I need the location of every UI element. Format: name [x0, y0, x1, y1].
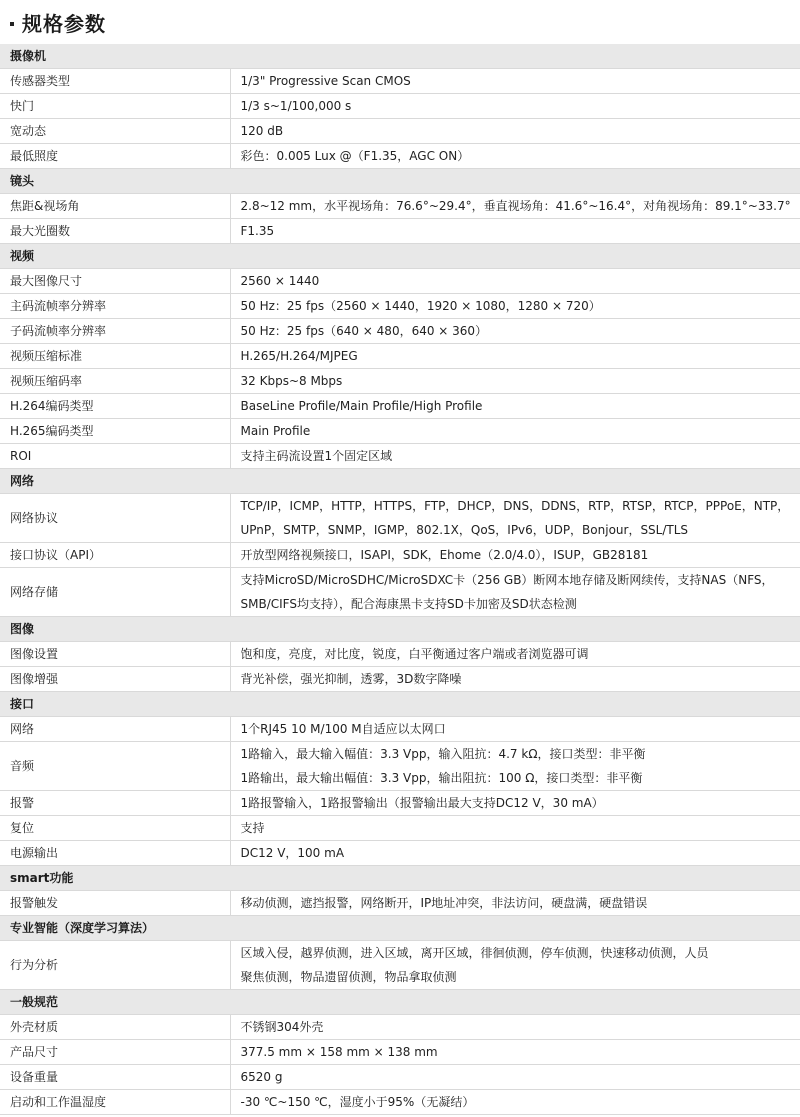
spec-label: 焦距&视场角	[0, 194, 230, 219]
spec-label: 网络存储	[0, 568, 230, 617]
section-title: 视频	[0, 244, 800, 269]
spec-value	[230, 742, 800, 791]
section-header-row	[0, 469, 800, 494]
spec-value	[230, 568, 800, 617]
section-header-row	[0, 617, 800, 642]
spec-label: 接口协议（API）	[0, 543, 230, 568]
spec-row	[0, 319, 800, 344]
spec-value-line: F1.35	[240, 224, 275, 238]
section-title: 图像	[0, 617, 800, 642]
spec-value	[230, 941, 800, 990]
spec-row	[0, 369, 800, 394]
spec-label: 子码流帧率分辨率	[0, 319, 230, 344]
spec-value	[230, 791, 800, 816]
section-title: smart功能	[0, 866, 800, 891]
spec-value-line: SMB/CIFS均支持），配合海康黑卡支持SD卡加密及SD状态检测	[240, 597, 577, 611]
spec-row	[0, 941, 800, 990]
spec-label: 报警触发	[0, 891, 230, 916]
spec-value	[230, 642, 800, 667]
spec-value-line: 区域入侵，越界侦测，进入区域，离开区域，徘徊侦测，停车侦测，快速移动侦测，人员	[240, 946, 709, 960]
spec-value-line: 6520 g	[240, 1070, 283, 1084]
spec-row	[0, 667, 800, 692]
spec-row	[0, 344, 800, 369]
section-header-row	[0, 244, 800, 269]
spec-row	[0, 294, 800, 319]
spec-row	[0, 1015, 800, 1040]
spec-row	[0, 841, 800, 866]
section-header-row	[0, 990, 800, 1015]
spec-value-line: H.265/H.264/MJPEG	[240, 349, 358, 363]
spec-value-line: 聚焦侦测，物品遗留侦测，物品拿取侦测	[240, 970, 457, 984]
spec-value-line: Main Profile	[240, 424, 311, 438]
spec-label: H.265编码类型	[0, 419, 230, 444]
spec-value	[230, 344, 800, 369]
spec-value-line: 背光补偿，强光抑制，透雾，3D数字降噪	[240, 672, 462, 686]
spec-value	[230, 1090, 800, 1115]
spec-value	[230, 269, 800, 294]
spec-row	[0, 1065, 800, 1090]
page-header	[0, 0, 800, 44]
spec-value	[230, 444, 800, 469]
spec-row	[0, 419, 800, 444]
spec-row	[0, 194, 800, 219]
spec-value	[230, 717, 800, 742]
spec-label: 视频压缩码率	[0, 369, 230, 394]
spec-value	[230, 419, 800, 444]
spec-row	[0, 742, 800, 791]
spec-value-line: 1/3" Progressive Scan CMOS	[240, 74, 411, 88]
spec-row	[0, 791, 800, 816]
spec-row	[0, 69, 800, 94]
spec-value-line: TCP/IP，ICMP，HTTP，HTTPS，FTP，DHCP，DNS，DDNS，RTP，RTSP，RTCP，PPPoE，NTP，	[240, 499, 790, 513]
spec-value	[230, 119, 800, 144]
section-header-row	[0, 692, 800, 717]
spec-value-line: 1路输出，最大输出幅值：3.3 Vpp，输出阻抗：100 Ω，接口类型：非平衡	[240, 771, 643, 785]
spec-value	[230, 1015, 800, 1040]
spec-row	[0, 1040, 800, 1065]
spec-row	[0, 1090, 800, 1115]
spec-value-line: 移动侦测，遮挡报警，网络断开，IP地址冲突，非法访问，硬盘满，硬盘错误	[240, 896, 648, 910]
spec-label: H.264编码类型	[0, 394, 230, 419]
spec-value	[230, 194, 800, 219]
section-title: 镜头	[0, 169, 800, 194]
spec-label: 产品尺寸	[0, 1040, 230, 1065]
spec-row	[0, 543, 800, 568]
spec-row	[0, 219, 800, 244]
spec-row	[0, 891, 800, 916]
spec-label: 音频	[0, 742, 230, 791]
spec-value	[230, 667, 800, 692]
spec-label: 主码流帧率分辨率	[0, 294, 230, 319]
section-title: 专业智能（深度学习算法）	[0, 916, 800, 941]
section-title: 一般规范	[0, 990, 800, 1015]
spec-label: 最大图像尺寸	[0, 269, 230, 294]
spec-value-line: 1路输入，最大输入幅值：3.3 Vpp，输入阻抗：4.7 kΩ，接口类型：非平衡	[240, 747, 646, 761]
spec-row	[0, 394, 800, 419]
spec-label: 复位	[0, 816, 230, 841]
spec-label: ROI	[0, 444, 230, 469]
section-header-row	[0, 866, 800, 891]
spec-value-line: 彩色：0.005 Lux @（F1.35，AGC ON）	[240, 149, 470, 163]
spec-row	[0, 816, 800, 841]
spec-value-line: 1路报警输入，1路报警输出（报警输出最大支持DC12 V，30 mA）	[240, 796, 604, 810]
spec-table	[0, 44, 800, 1115]
section-header-row	[0, 916, 800, 941]
spec-value-line: UPnP，SMTP，SNMP，IGMP，802.1X，QoS，IPv6，UDP，Bonjour，SSL/TLS	[240, 523, 689, 537]
spec-row	[0, 119, 800, 144]
spec-value-line: 不锈钢304外壳	[240, 1020, 324, 1034]
spec-label: 行为分析	[0, 941, 230, 990]
spec-value-line: 开放型网络视频接口，ISAPI，SDK，Ehome（2.0/4.0），ISUP，GB28181	[240, 548, 649, 562]
spec-value-line: 2560 × 1440	[240, 274, 320, 288]
spec-label: 启动和工作温湿度	[0, 1090, 230, 1115]
spec-label: 设备重量	[0, 1065, 230, 1090]
spec-value-line: BaseLine Profile/Main Profile/High Profile	[240, 399, 483, 413]
spec-label: 图像设置	[0, 642, 230, 667]
spec-value	[230, 294, 800, 319]
spec-row	[0, 642, 800, 667]
spec-value-line: 50 Hz：25 fps（2560 × 1440，1920 × 1080，1280 × 720）	[240, 299, 601, 313]
section-title: 接口	[0, 692, 800, 717]
section-title: 摄像机	[0, 44, 800, 69]
spec-value	[230, 494, 800, 543]
spec-label: 外壳材质	[0, 1015, 230, 1040]
spec-value-line: 32 Kbps~8 Mbps	[240, 374, 343, 388]
spec-label: 最大光圈数	[0, 219, 230, 244]
spec-row	[0, 94, 800, 119]
spec-label: 网络	[0, 717, 230, 742]
spec-row	[0, 269, 800, 294]
spec-label: 传感器类型	[0, 69, 230, 94]
spec-row	[0, 444, 800, 469]
spec-row	[0, 717, 800, 742]
spec-row	[0, 144, 800, 169]
spec-label: 最低照度	[0, 144, 230, 169]
spec-value	[230, 319, 800, 344]
section-header-row	[0, 44, 800, 69]
spec-value	[230, 219, 800, 244]
section-title: 网络	[0, 469, 800, 494]
spec-label: 图像增强	[0, 667, 230, 692]
spec-value-line: 支持	[240, 821, 265, 835]
spec-value-line: 支持MicroSD/MicroSDHC/MicroSDXC卡（256 GB）断网本地存储及断网续传，支持NAS（NFS，	[240, 573, 774, 587]
spec-value-line: 饱和度，亮度，对比度，锐度，白平衡通过客户端或者浏览器可调	[240, 647, 589, 661]
spec-value	[230, 144, 800, 169]
spec-row	[0, 494, 800, 543]
spec-value-line: -30 ℃~150 ℃，湿度小于95%（无凝结）	[240, 1095, 475, 1109]
spec-label: 网络协议	[0, 494, 230, 543]
spec-value	[230, 816, 800, 841]
spec-value	[230, 1040, 800, 1065]
spec-value	[230, 369, 800, 394]
spec-value	[230, 841, 800, 866]
spec-label: 宽动态	[0, 119, 230, 144]
spec-value-line: 1个RJ45 10 M/100 M自适应以太网口	[240, 722, 446, 736]
spec-value	[230, 891, 800, 916]
spec-value-line: 2.8~12 mm，水平视场角：76.6°~29.4°，垂直视场角：41.6°~16.4°，对角视场角：89.1°~33.7°	[240, 199, 791, 213]
spec-value	[230, 94, 800, 119]
spec-label: 快门	[0, 94, 230, 119]
spec-value	[230, 1065, 800, 1090]
spec-value-line: 支持主码流设置1个固定区域	[240, 449, 393, 463]
spec-value-line: 1/3 s~1/100,000 s	[240, 99, 352, 113]
spec-value	[230, 394, 800, 419]
spec-label: 电源输出	[0, 841, 230, 866]
page-title: 规格参数	[22, 11, 106, 36]
spec-value	[230, 69, 800, 94]
spec-value	[230, 543, 800, 568]
spec-value-line: 50 Hz：25 fps（640 × 480，640 × 360）	[240, 324, 488, 338]
section-header-row	[0, 169, 800, 194]
title-bullet	[10, 22, 14, 26]
spec-label: 视频压缩标准	[0, 344, 230, 369]
spec-value-line: 377.5 mm × 158 mm × 138 mm	[240, 1045, 438, 1059]
spec-value-line: 120 dB	[240, 124, 284, 138]
spec-label: 报警	[0, 791, 230, 816]
spec-value-line: DC12 V，100 mA	[240, 846, 345, 860]
spec-row	[0, 568, 800, 617]
spec-table-body	[0, 44, 800, 1115]
